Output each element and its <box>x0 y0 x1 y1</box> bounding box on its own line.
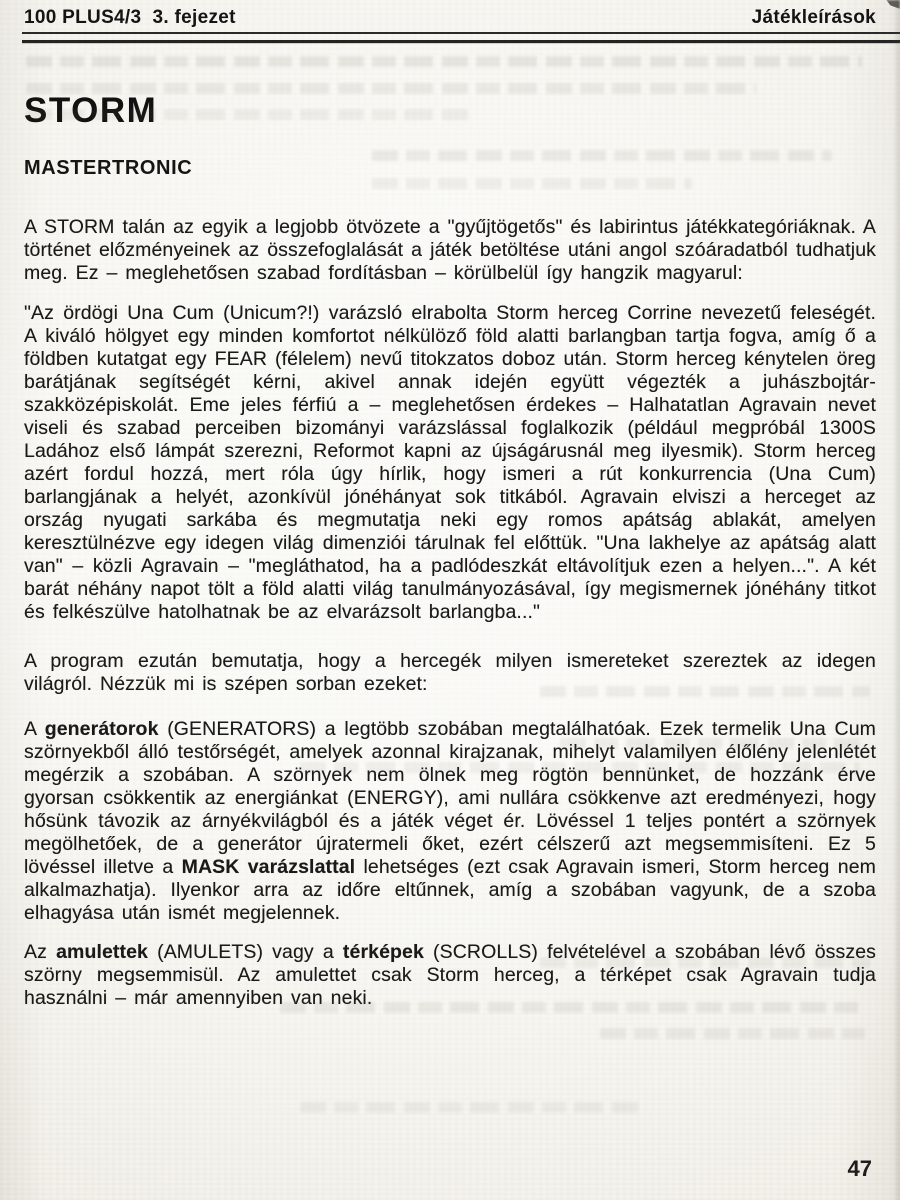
scan-edge-shadow <box>892 0 900 1200</box>
header-double-rule <box>22 32 900 43</box>
bleedthrough-artifact <box>26 109 476 120</box>
bleedthrough-artifact <box>540 957 870 968</box>
header-chapter-label: 100 PLUS4/3 3. fejezet <box>24 7 236 28</box>
bleedthrough-artifact <box>372 150 832 161</box>
publisher-name: MASTERTRONIC <box>24 157 193 179</box>
bleedthrough-artifact <box>600 1028 865 1039</box>
body-paragraphs <box>24 216 876 1010</box>
paragraph: A program ezután bemutatja, hogy a hercegék milyen ismereteket szereztek az idegen világról. Nézzük mi is szépen sorban ezeket: <box>24 650 876 695</box>
paragraph: "Az ördögi Una Cum (Unicum?!) varázsló elrabolta Storm herceg Corrine nevezetű feleségét. A kiváló hölgyet egy minden komfortot nélkülöző föld alatti barlangban tartja fogva, amíg ő a földben kutatgat egy FEAR (félelem) nevű titokzatos doboz után. Storm herceg kénytelen öreg barátjának segítségét kérni, akivel annak idején együtt végezték a juhászbojtár-szakközépiskolát. Eme jeles férfiú a – meglehetősen érdekes – Halhatatlan Agravain nevet viseli és szabad perceiben bizományi varázslással foglalkozik (például megpróbál 1300S Ladához első lámpát szerezni, Reformot kapni az újságárusnál meg ilyesmik). Storm herceg azért fordul hozzá, mert róla úgy hírlik, hogy ismeri a rút konkurrencia (Una Cum) barlangjának a helyét, azonkívül jónéhányat sok titkából. Agravain elviszi a herceget az ország nyugati sarkába és megmutatja neki egy romos apátság ablakát, amelyen keresztülnézve egy idegen világ dimenziói tárulnak fel előttük. "Una lakhelye az apátság alatt van" – közli Agravain – "megláthatod, ha a padlódeszkát eltávolítjuk ezen a helyen...". A két barát néhány napot tölt a föld alatti világ tanulmányozásával, így megismernek jónéhány titkot és felkészülve hatolhatnak be az elvarázsolt barlangba..." <box>24 302 876 623</box>
bleedthrough-artifact <box>26 83 756 94</box>
bleedthrough-artifact <box>372 178 692 189</box>
bleedthrough-artifact <box>26 56 862 67</box>
bleedthrough-artifact <box>560 738 860 749</box>
page-number: 47 <box>847 1156 872 1181</box>
header-section-label: Játékleírások <box>751 7 876 28</box>
bleedthrough-artifact <box>540 686 870 697</box>
page-header <box>24 0 876 29</box>
paragraph: A STORM talán az egyik a legjobb ötvözete a "gyűjtögetős" és labirintus játékkategóriáknak. A történet előzményeinek az összefoglalását a játék betöltése utáni angol szóáradatból tudhatjuk meg. Ez – meglehetősen szabad fordításban – körülbelül így hangzik magyarul: <box>24 216 876 284</box>
bleedthrough-artifact <box>300 762 860 773</box>
game-title: STORM <box>24 91 158 130</box>
paragraph: A generátorok (GENERATORS) a legtöbb szobában megtalálhatóak. Ezek termelik Una Cum szörnyekből álló testőrségét, amelyek azonnal kirajzanak, mihelyt valamilyen élőlény jelenlétét megérzik a szobában. A szörnyek nem ölnek meg rögtön bennünket, de hozzánk érve gyorsan csökkentik az energiánkat (ENERGY), ami nullára csökkenve azt eredményezi, hogy hősünk távozik az árnyékvilágból és a játék véget ér. Lövéssel 1 teljes pontért a szörnyek megölhetőek, de a generátor újratermeli őket, ezért célszerű azt megsemmisíteni. Ez 5 lövéssel illetve a MASK varázslattal lehetséges (ezt csak Agravain ismeri, Storm herceg nem alkalmazhatja). Ilyenkor arra az időre eltűnnek, amíg a szobában vagyunk, de a szoba elhagyása után ismét megjelennek. <box>24 718 877 924</box>
paragraph: Az amulettek (AMULETS) vagy a térképek (SCROLLS) felvételével a szobában lévő összes szörny megsemmisül. Az amulettet csak Storm herceg, a térképet csak Agravain tudja használni – már amennyiben van neki. <box>24 941 876 1009</box>
bleedthrough-artifact <box>280 1002 860 1013</box>
bleedthrough-artifact <box>300 1102 640 1113</box>
